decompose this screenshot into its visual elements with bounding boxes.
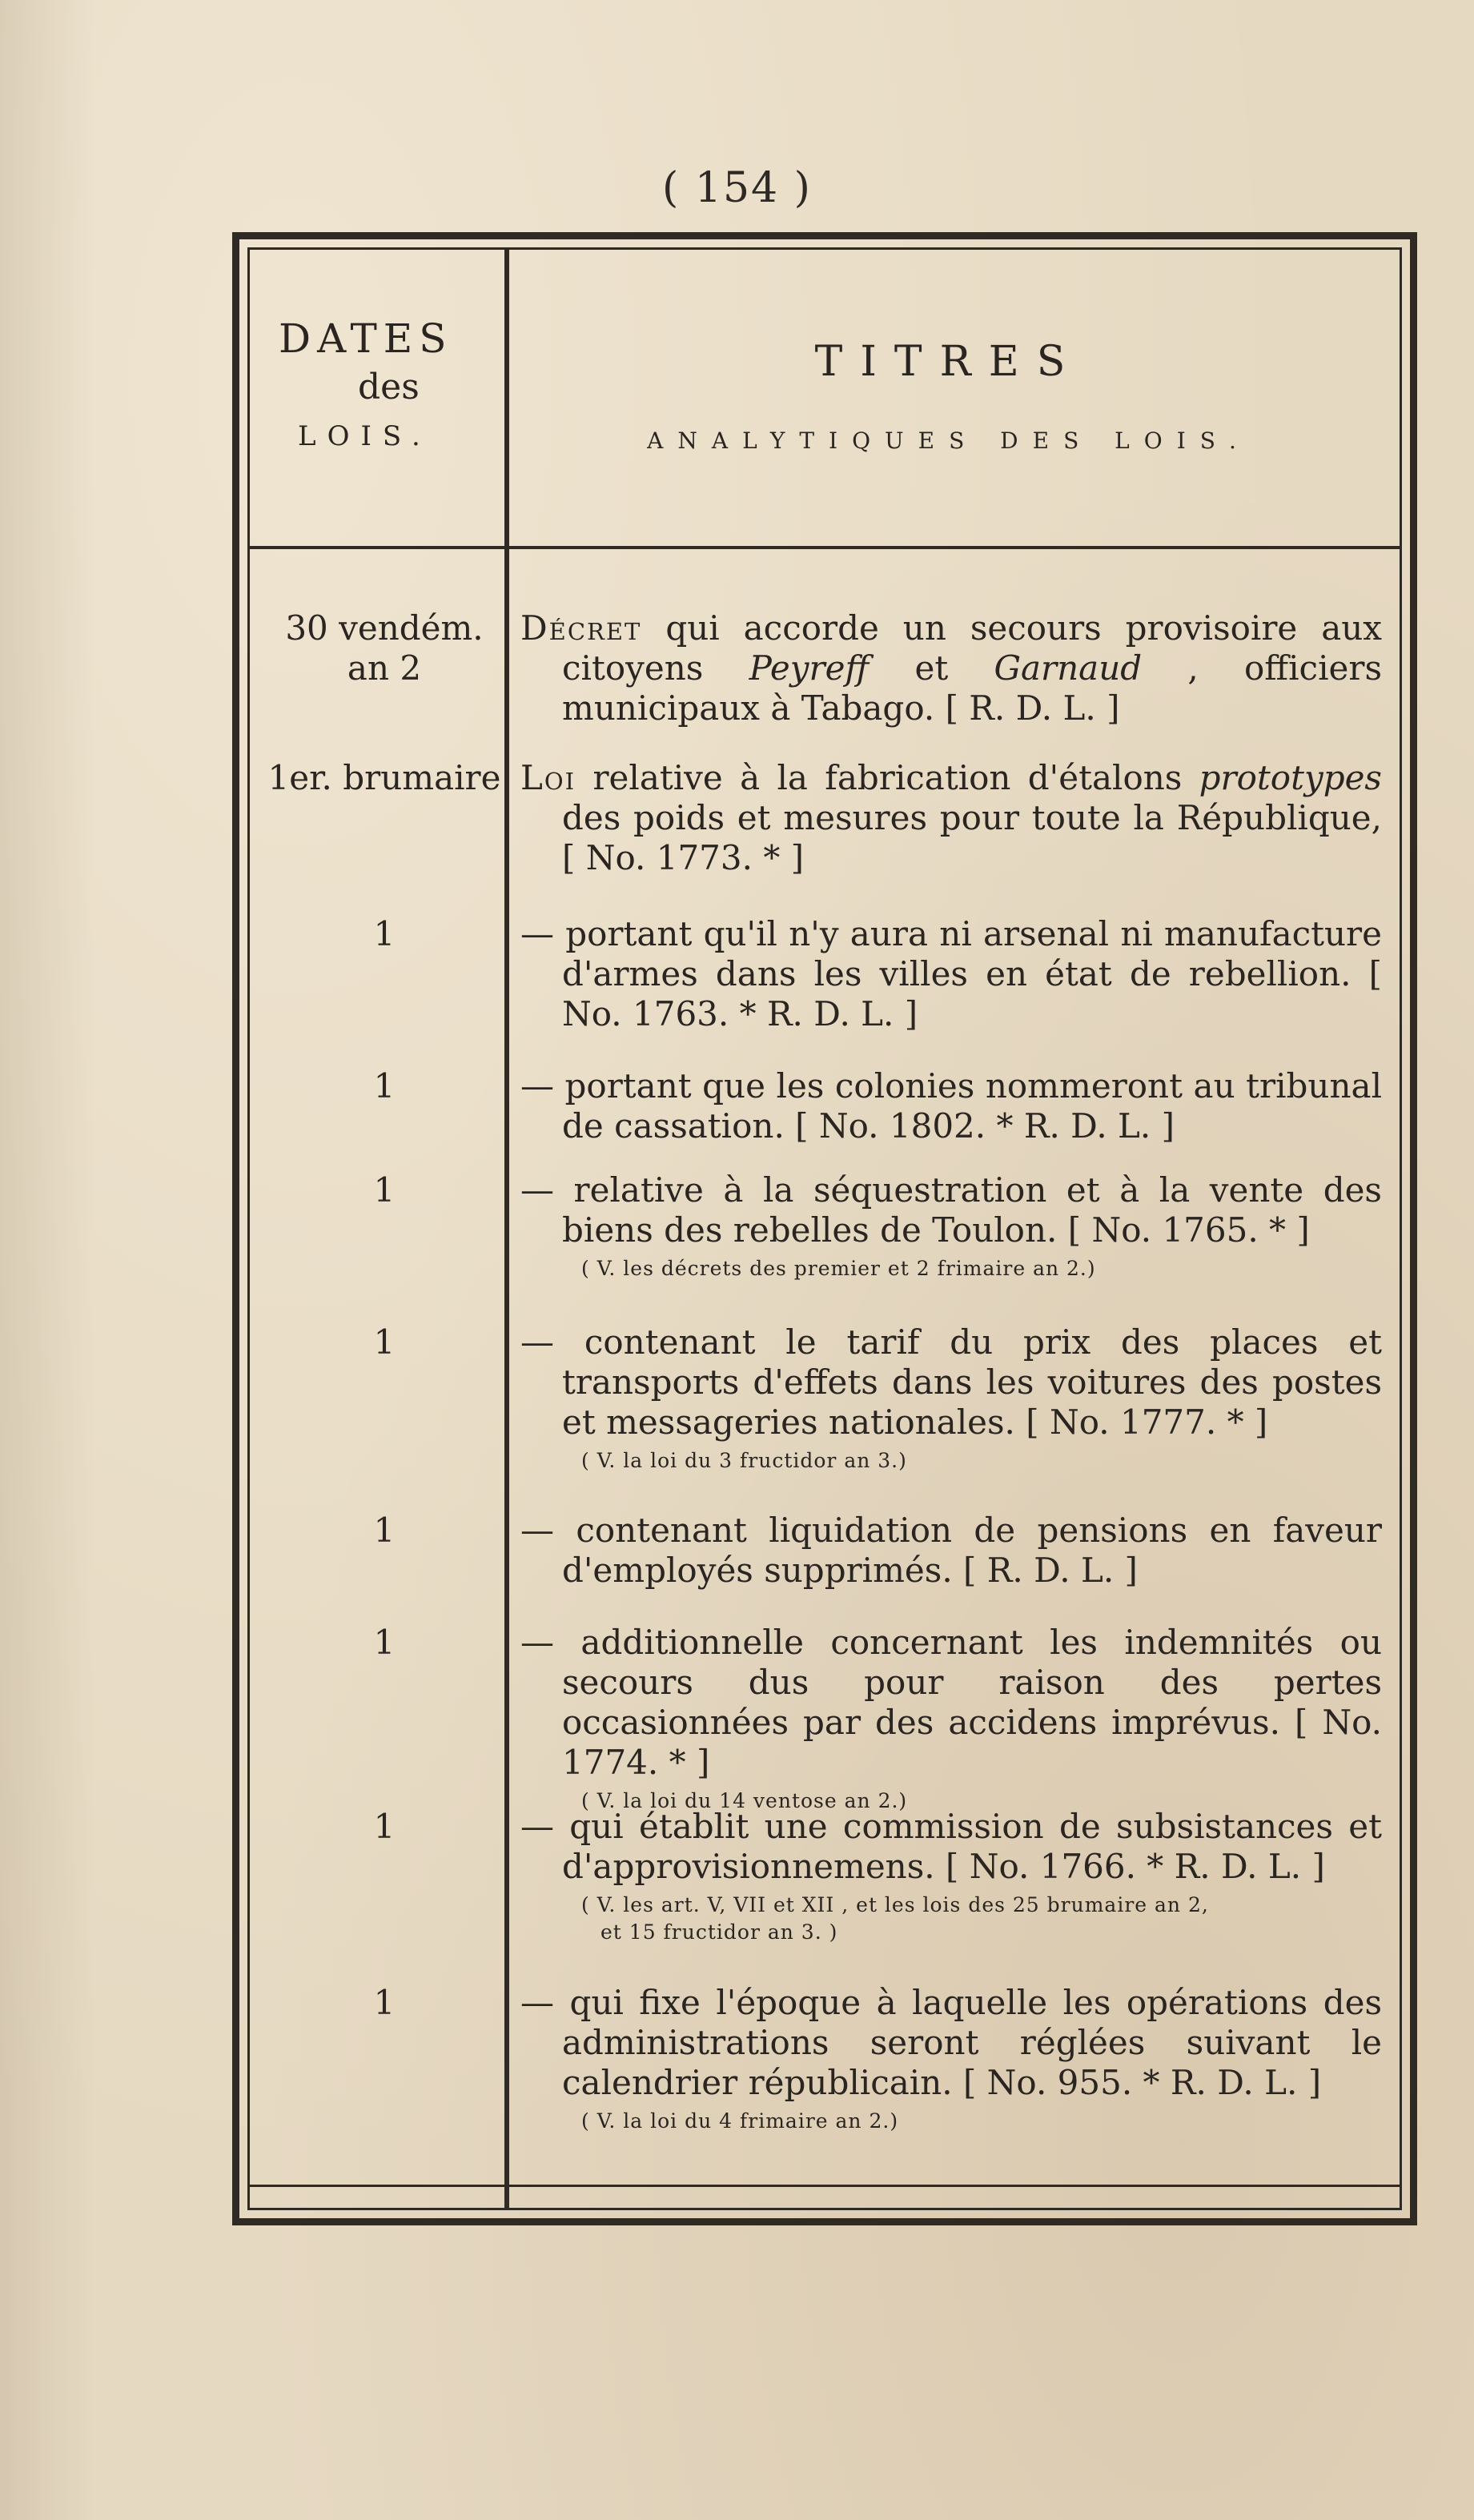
entry-name: Peyreff bbox=[749, 648, 870, 688]
entry-text bbox=[520, 1066, 1382, 1146]
entry-lead-word: Décret bbox=[520, 608, 642, 648]
entry-text bbox=[520, 1807, 1382, 1946]
page-number: ( 154 ) bbox=[662, 164, 812, 212]
entry-date: 1 bbox=[373, 1066, 396, 1106]
dates-header-des: des bbox=[358, 367, 420, 407]
entry-note-line: et 15 fructidor an 3. ) bbox=[600, 1920, 838, 1944]
entry-body: — additionnelle concernant les indemnités ou secours dus pour raison des pertes occasionnées par des accidens imprévus. [ No. 1774. * ] bbox=[520, 1623, 1382, 1782]
table-frame bbox=[232, 232, 1417, 2225]
entry-text-part: et bbox=[869, 648, 994, 688]
entry-text bbox=[520, 608, 1382, 728]
titles-header-title: TITRES bbox=[814, 338, 1083, 386]
entry-body: — portant qu'il n'y aura ni arsenal ni manufacture d'armes dans les villes en état de rebellion. [ No. 1763. * R. D. L. ] bbox=[520, 914, 1382, 1033]
entry-text-part: relative à la fabrication d'étalons bbox=[576, 758, 1199, 797]
entry-body: — qui établit une commission de subsistances et d'approvisionnemens. [ No. 1766. * R. D. L. ] bbox=[520, 1807, 1382, 1886]
entry-text bbox=[520, 758, 1382, 878]
entry-body bbox=[520, 758, 1382, 878]
entry-text bbox=[520, 1511, 1382, 1591]
entry-body: — contenant le tarif du prix des places et transports d'effets dans les voitures des postes et messageries nationales. [ No. 1777. * ] bbox=[520, 1322, 1382, 1442]
entry-date: 1er. brumaire bbox=[267, 758, 501, 797]
entry-date-line1: 30 vendém. bbox=[285, 608, 484, 648]
entry-body: — portant que les colonies nommeront au tribunal de cassation. [ No. 1802. * R. D. L. ] bbox=[520, 1066, 1382, 1146]
entry-text bbox=[520, 1623, 1382, 1815]
entry-text bbox=[520, 914, 1382, 1034]
entry-note-line: ( V. les art. V, VII et XII , et les lois des 25 brumaire an 2, bbox=[581, 1893, 1209, 1916]
entry-note: ( V. les décrets des premier et 2 frimaire an 2.) bbox=[581, 1257, 1096, 1280]
titles-header-subtitle: ANALYTIQUES DES LOIS. bbox=[647, 427, 1251, 454]
dates-header-lois: LOIS. bbox=[298, 420, 432, 452]
dates-column-header bbox=[266, 315, 494, 452]
entry-date: 1 bbox=[373, 1170, 396, 1210]
entry-date: 1 bbox=[373, 1322, 396, 1362]
entry-date: 1 bbox=[373, 1623, 396, 1662]
entry-date: 1 bbox=[373, 1983, 396, 2022]
entry-date: 1 bbox=[373, 914, 396, 953]
column-divider bbox=[504, 250, 509, 2208]
entry-text bbox=[520, 1322, 1382, 1475]
titles-column-header bbox=[514, 338, 1384, 454]
entry-text-part: qui accorde un secours provisoire aux citoyens bbox=[562, 608, 1382, 688]
entry-date: 1 bbox=[373, 1807, 396, 1846]
footer-divider bbox=[250, 2185, 1400, 2187]
entry-text bbox=[520, 1170, 1382, 1282]
entry-body bbox=[520, 608, 1382, 728]
entry-note: ( V. la loi du 4 frimaire an 2.) bbox=[581, 2109, 899, 2133]
entry-body: — qui fixe l'époque à laquelle les opérations des administrations seront réglées suivant le calendrier républicain. [ No. 955. * R. D. L. ] bbox=[520, 1983, 1382, 2102]
entry-note bbox=[520, 1892, 1382, 1946]
entry-italic: prototypes bbox=[1199, 758, 1382, 797]
entry-name: Garnaud bbox=[994, 648, 1143, 688]
entry-text bbox=[520, 1983, 1382, 2135]
entry-lead-word: Loi bbox=[520, 758, 576, 797]
table-inner-border bbox=[247, 247, 1402, 2210]
entry-text-part: , officiers municipaux à Tabago. [ R. D. L. ] bbox=[562, 648, 1383, 728]
entry-date: 1 bbox=[373, 1511, 396, 1550]
entry-date bbox=[264, 608, 504, 688]
page-edge-shadow bbox=[0, 0, 96, 2520]
entry-body: — contenant liquidation de pensions en faveur d'employés supprimés. [ R. D. L. ] bbox=[520, 1511, 1382, 1590]
entry-note: ( V. la loi du 3 fructidor an 3.) bbox=[581, 1449, 907, 1472]
entry-body: — relative à la séquestration et à la vente des biens des rebelles de Toulon. [ No. 1765. * ] bbox=[520, 1170, 1382, 1250]
header-divider bbox=[250, 546, 1400, 549]
entry-text-part: des poids et mesures pour toute la République, [ No. 1773. * ] bbox=[562, 798, 1382, 877]
dates-header-title: DATES bbox=[279, 315, 453, 362]
entry-note: ( V. la loi du 14 ventose an 2.) bbox=[581, 1789, 908, 1812]
entry-date-line2: an 2 bbox=[347, 648, 422, 688]
